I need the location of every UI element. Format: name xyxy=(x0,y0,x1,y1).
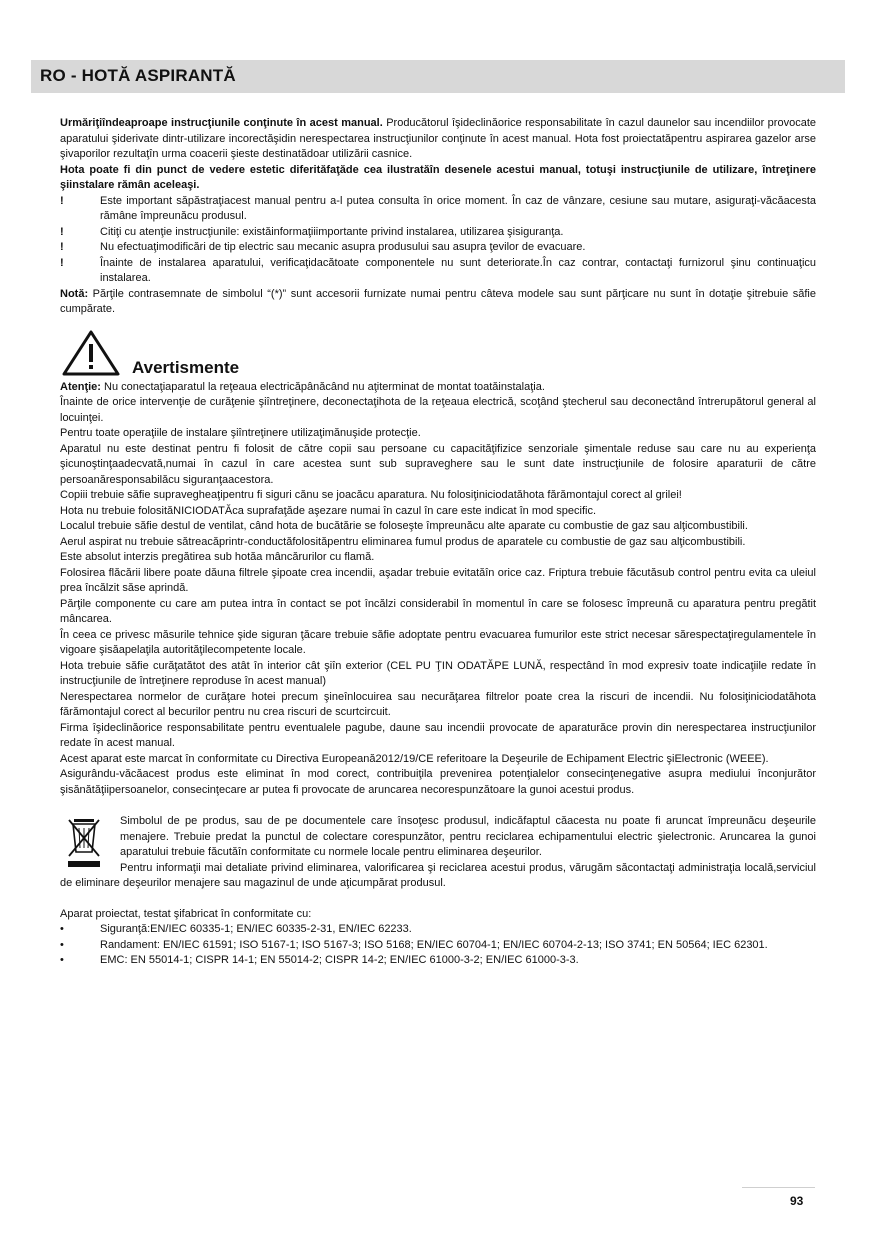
note-label: Notă: xyxy=(60,287,89,300)
bullet-icon: • xyxy=(60,938,64,951)
bullet-icon: • xyxy=(60,954,64,966)
exclamation-icon: ! xyxy=(60,256,64,269)
weee-text-more: Pentru informaţii mai detaliate privind eliminarea, valorificarea şi reciclarea acestui produs, vărugăm săcontactaţi administraţia locală,serviciul de eliminare deşeurilor menajere sau magazinul de unde aţicumpărat produsul. xyxy=(60,861,816,889)
warning-paragraph: Aparatul nu este destinat pentru fi folosit de către copii sau persoane cu capacităţifizice senzoriale şimentale reduse sau care nu au experienţa şicunoştinţaadecvată,numai în cazul în care acestea sunt sub supraveghere sau le sunt date instrucţiunile de folosire aparaturii de către persoanăresponsabilăcu siguranţaacestora. xyxy=(60,442,816,486)
page-title: RO - HOTĂ ASPIRANTĂ xyxy=(40,66,236,85)
warnings-title: Avertismente xyxy=(132,357,240,377)
list-item xyxy=(60,256,816,287)
attention-label: Atenţie: xyxy=(60,380,101,393)
weee-text: Simbolul de pe produs, sau de pe documentele care însoţesc produsul, indicăfaptul căacesta nu poate fi aruncat împreunăcu deşeurile menajere. Trebuie predat la punctul de colectare corespunzător, pentru reciclarea echipamentului electric şielectronic. Aruncarea la gunoi aparatului trebuie făcutăîn conformitate cu normele locale pentru eliminarea deşeurilor. xyxy=(120,815,816,858)
warning-triangle-icon xyxy=(60,328,122,378)
exclamation-icon: ! xyxy=(60,194,64,207)
crossed-bin-icon xyxy=(66,816,102,868)
warning-paragraph: În ceea ce privesc măsurile tehnice şide siguran ţăcare trebuie săfie adoptate pentru evacuarea fumurilor este strict necesar sărespectaţiregulamentele în vigoare şisăapelaţila autorităţilecompetente locale. xyxy=(60,628,816,656)
footer-divider xyxy=(742,1187,815,1188)
list-item-text: Este important săpăstraţiacest manual pentru a-l putea consulta în orice moment. În caz de vânzare, cesiune sau mutare, asiguraţi-văcăacesta rămâne împreunăcu produsul. xyxy=(100,194,816,222)
attention-paragraph xyxy=(60,380,816,396)
warnings-heading xyxy=(60,328,816,380)
intro-paragraph xyxy=(60,116,816,163)
bullet-icon: • xyxy=(60,923,64,935)
list-item xyxy=(60,922,816,938)
manual-content xyxy=(60,116,816,969)
warning-paragraph: Acest aparat este marcat în conformitate cu Directiva Europeană2012/19/CE referitoare la Deşeurile de Echipament Electric şiElectronic (WEEE). xyxy=(60,752,769,765)
warning-paragraph: Nerespectarea normelor de curăţare hotei precum şineînlocuirea sau necurăţarea filtrelor poate crea la riscuri de incendii. Nu folosiţiniciodatăhota fărămontajul corect al becurilor pentru nu crea riscuri de scurtcircuit. xyxy=(60,690,816,718)
intro-bold-lead: Urmăriţiîndeaproape instrucţiunile conţinute în acest manual. xyxy=(60,117,383,129)
note-text: Părţile contrasemnate de simbolul “(*)” sunt accesorii furnizate numai pentru câteva modele sau sunt părţicare nu sunt în dotaţie şitrebuie săfie cumpărate. xyxy=(60,287,816,315)
intro-text: Producătorul îşideclinăorice responsabilitate în cazul daunelor sau incendiilor provocate aparatului şiderivate dintr-utilizare incorectăşidin nerespectarea instrucţiunilor conţinute în acest manual. Hota fost proiectatăpentru aspirarea gazelor arse şivaporilor rezultaţîn urma coacerii şieste destinatădoar utilizării casnice. xyxy=(60,117,816,160)
warning-paragraph: Pentru toate operaţiile de instalare şiîntreţinere utilizaţimănuşide protecţie. xyxy=(60,427,421,439)
list-item-text: Citiţi cu atenţie instrucţiunile: existăinformaţiiimportante privind instalarea, utilizarea şisiguranţa. xyxy=(100,225,564,238)
page-number: 93 xyxy=(790,1194,804,1208)
list-item xyxy=(60,953,816,969)
warning-paragraph: Localul trebuie săfie destul de ventilat, când hota de bucătărie se foloseşte împreunăcu alte aparate cu combustie de gaz sau alţicombustibili. xyxy=(60,520,748,532)
list-item xyxy=(60,240,816,256)
list-item xyxy=(60,225,816,241)
compliance-intro: Aparat proiectat, testat şifabricat în conformitate cu: xyxy=(60,907,312,920)
warning-paragraph: Aerul aspirat nu trebuie sătreacăprintr-conductăfolosităpentru eliminarea fumul produs de aparatele cu combustie de gaz sau alţicombustibili. xyxy=(60,535,746,548)
weee-block xyxy=(60,814,816,892)
warning-paragraph: Înainte de orice intervenţie de curăţenie şiîntreţinere, deconectaţihota de la reţeaua electrică, scoţând ştecherul sau deconectând întrerupătorul general al locuinţei. xyxy=(60,396,816,424)
warning-paragraph: Copiii trebuie săfie supravegheaţipentru fi siguri cănu se joacăcu aparatura. Nu folosiţiniciodatăhota fărămontajul corect al grilei! xyxy=(60,489,682,501)
list-item-text: Siguranţă:EN/IEC 60335-1; EN/IEC 60335-2-31, EN/IEC 62233. xyxy=(100,923,412,935)
list-item-text: EMC: EN 55014-1; CISPR 14-1; EN 55014-2; CISPR 14-2; EN/IEC 61000-3-2; EN/IEC 61000-3-3. xyxy=(100,954,579,966)
warning-paragraph: Folosirea flăcării libere poate dăuna filtrele şipoate crea incendii, aşadar trebuie evitatăîn orice caz. Friptura trebuie făcutăsub control pentru evita ca uleiul prea încălzit săse aprindă. xyxy=(60,566,816,594)
list-item xyxy=(60,938,816,954)
list-item-text: Nu efectuaţimodificări de tip electric sau mecanic asupra produsului sau asupra ţevilor de evacuare. xyxy=(100,241,586,253)
warning-paragraph: Hota nu trebuie folosităNICIODATĂca suprafaţăde aşezare numai în cazul în care este indicat în mod specific. xyxy=(60,504,597,517)
exclamation-icon: ! xyxy=(60,225,64,238)
warning-paragraph: Părţile componente cu care am putea intra în contact se pot încălzi considerabil în momentul în care se folosesc împreună cu aparatura pentru pregătit mâncarea. xyxy=(60,597,816,625)
note-paragraph xyxy=(60,287,816,318)
list-item-text: Randament: EN/IEC 61591; ISO 5167-1; ISO 5167-3; ISO 5168; EN/IEC 60704-1; EN/IEC 60704-2-13; ISO 3741; EN 50564; IEC 62301. xyxy=(100,938,768,951)
warning-paragraph: Hota trebuie săfie curăţatătot des atât în interior cât şiîn exterior (CEL PU ŢIN ODATĂPE LUNĂ, respectând în mod expresiv toate indicaţiile redate în instrucţiunile de întreţinere reproduse în acest manual) xyxy=(60,659,816,687)
intro-bold-note: Hota poate fi din punct de vedere estetic diferităfaţăde cea ilustratăîn desenele acestui manual, totuşi instrucţiunile de utilizare, întreţinere şiinstalare rămân aceleaşi. xyxy=(60,163,816,191)
exclamation-icon: ! xyxy=(60,241,64,253)
warning-paragraph: Este absolut interzis pregătirea sub hotăa mâncărurilor cu flamă. xyxy=(60,551,375,563)
list-item xyxy=(60,194,816,225)
warning-paragraph: Asigurându-văcăacest produs este eliminat în mod corect, contribuiţila prevenirea potenţialelor consecinţenegative asupra mediului înconjurător şisănătăţiipersoanelor, consecinţecare ar putea fi provocate de aruncarea necorespunzătoare la gunoi acestui produs. xyxy=(60,768,816,796)
warning-paragraph: Firma îşideclinăorice responsabilitate pentru eventualele pagube, daune sau incendii provocate de aparaturăce provin din nerespectarea instrucţiunilor redate în acest manual. xyxy=(60,721,816,749)
list-item-text: Înainte de instalarea aparatului, verificaţidacătoate componentele nu sunt deteriorate.În caz contrar, contactaţi furnizorul şinu continuaţicu instalarea. xyxy=(100,256,816,284)
attention-text: Nu conectaţiaparatul la reţeaua electricăpânăcând nu aţiterminat de montat toatăinstalaţia. xyxy=(100,380,545,393)
